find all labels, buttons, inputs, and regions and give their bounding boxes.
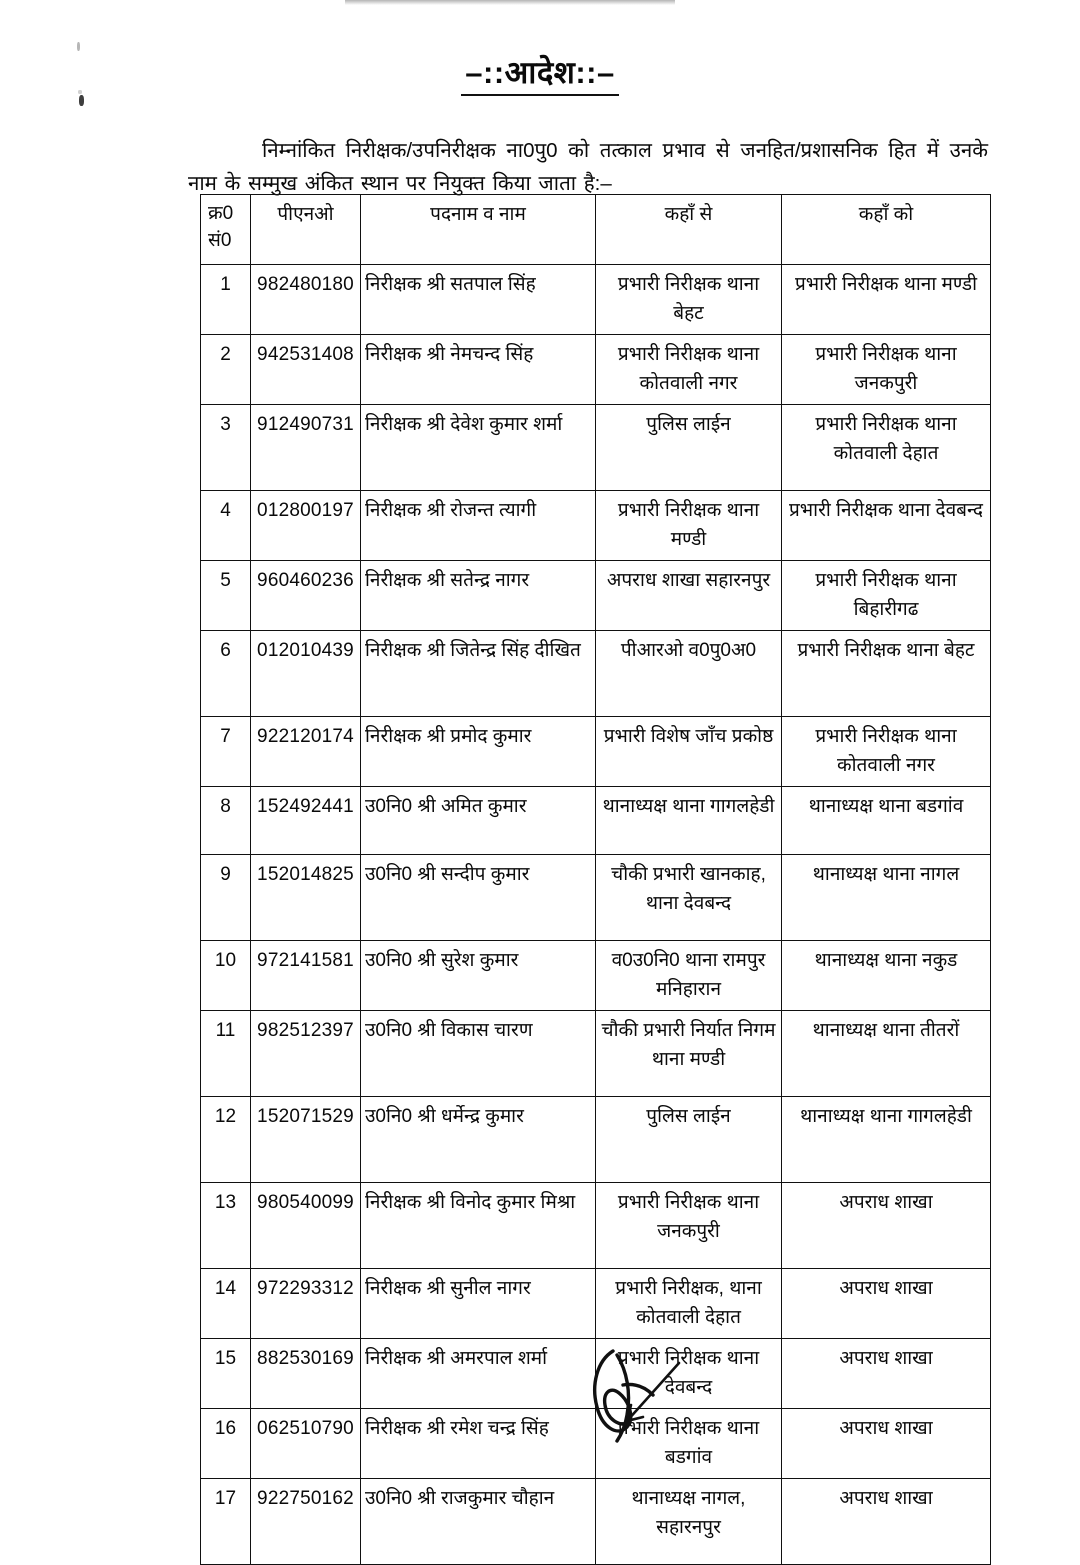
- cell-posted-from: प्रभारी निरीक्षक थाना कोतवाली नगर: [596, 335, 782, 405]
- cell-designation-name: उ0नि0 श्री विकास चारण: [361, 1011, 596, 1097]
- cell-pno: 882530169: [251, 1339, 361, 1409]
- column-header-posted-from: कहाँ से: [596, 195, 782, 265]
- table-row: [201, 1097, 991, 1183]
- cell-serial-number: 8: [201, 787, 251, 855]
- cell-designation-name: उ0नि0 श्री राजकुमार चौहान: [361, 1479, 596, 1565]
- cell-serial-number: 14: [201, 1269, 251, 1339]
- cell-serial-number: 1: [201, 265, 251, 335]
- cell-posted-to: अपराध शाखा: [782, 1183, 991, 1269]
- cell-designation-name: उ0नि0 श्री सुरेश कुमार: [361, 941, 596, 1011]
- cell-pno: 922750162: [251, 1479, 361, 1565]
- cell-serial-number: 12: [201, 1097, 251, 1183]
- cell-posted-to: प्रभारी निरीक्षक थाना मण्डी: [782, 265, 991, 335]
- cell-posted-to: थानाध्यक्ष थाना तीतरों: [782, 1011, 991, 1097]
- table-row: [201, 405, 991, 491]
- column-header-serial-number: क्र0 सं0: [201, 195, 251, 265]
- table-row: [201, 561, 991, 631]
- cell-posted-to: थानाध्यक्ष थाना नागल: [782, 855, 991, 941]
- table-row: [201, 491, 991, 561]
- cell-designation-name: निरीक्षक श्री रमेश चन्द्र सिंह: [361, 1409, 596, 1479]
- cell-posted-to: प्रभारी निरीक्षक थाना कोतवाली नगर: [782, 717, 991, 787]
- cell-pno: 012800197: [251, 491, 361, 561]
- cell-posted-to: अपराध शाखा: [782, 1409, 991, 1479]
- table-row: [201, 941, 991, 1011]
- cell-posted-from: व0उ0नि0 थाना रामपुर मनिहारान: [596, 941, 782, 1011]
- cell-posted-from: थानाध्यक्ष थाना गागलहेडी: [596, 787, 782, 855]
- cell-pno: 942531408: [251, 335, 361, 405]
- table-row: [201, 1183, 991, 1269]
- cell-designation-name: निरीक्षक श्री अमरपाल शर्मा: [361, 1339, 596, 1409]
- cell-pno: 012010439: [251, 631, 361, 717]
- cell-serial-number: 13: [201, 1183, 251, 1269]
- table-row: [201, 787, 991, 855]
- page-title: [0, 55, 1080, 96]
- cell-pno: 972293312: [251, 1269, 361, 1339]
- cell-pno: 152071529: [251, 1097, 361, 1183]
- cell-posted-to: प्रभारी निरीक्षक थाना जनकपुरी: [782, 335, 991, 405]
- cell-designation-name: निरीक्षक श्री प्रमोद कुमार: [361, 717, 596, 787]
- table-header-row: [201, 195, 991, 265]
- cell-serial-number: 2: [201, 335, 251, 405]
- cell-posted-from: प्रभारी निरीक्षक थाना जनकपुरी: [596, 1183, 782, 1269]
- cell-serial-number: 3: [201, 405, 251, 491]
- table-row: [201, 1269, 991, 1339]
- cell-designation-name: निरीक्षक श्री रोजन्त त्यागी: [361, 491, 596, 561]
- cell-posted-to: थानाध्यक्ष थाना बडगांव: [782, 787, 991, 855]
- cell-posted-to: थानाध्यक्ष थाना गागलहेडी: [782, 1097, 991, 1183]
- cell-pno: 960460236: [251, 561, 361, 631]
- cell-designation-name: निरीक्षक श्री देवेश कुमार शर्मा: [361, 405, 596, 491]
- table-row: [201, 717, 991, 787]
- cell-posted-to: प्रभारी निरीक्षक थाना देवबन्द: [782, 491, 991, 561]
- cell-serial-number: 10: [201, 941, 251, 1011]
- cell-designation-name: निरीक्षक श्री सुनील नागर: [361, 1269, 596, 1339]
- cell-designation-name: निरीक्षक श्री सतपाल सिंह: [361, 265, 596, 335]
- cell-pno: 062510790: [251, 1409, 361, 1479]
- cell-posted-from: पुलिस लाईन: [596, 405, 782, 491]
- cell-pno: 912490731: [251, 405, 361, 491]
- page-title-text: –::आदेश::–: [461, 55, 619, 96]
- cell-posted-from: पुलिस लाईन: [596, 1097, 782, 1183]
- cell-posted-from: अपराध शाखा सहारनपुर: [596, 561, 782, 631]
- cell-pno: 980540099: [251, 1183, 361, 1269]
- scan-speck-artifact: [77, 42, 80, 51]
- cell-posted-from: थानाध्यक्ष नागल, सहारनपुर: [596, 1479, 782, 1565]
- intro-paragraph: [188, 134, 988, 200]
- cell-designation-name: उ0नि0 श्री सन्दीप कुमार: [361, 855, 596, 941]
- cell-posted-to: प्रभारी निरीक्षक थाना बेहट: [782, 631, 991, 717]
- cell-serial-number: 7: [201, 717, 251, 787]
- column-header-designation-name: पदनाम व नाम: [361, 195, 596, 265]
- cell-posted-to: थानाध्यक्ष थाना नकुड: [782, 941, 991, 1011]
- cell-designation-name: निरीक्षक श्री विनोद कुमार मिश्रा: [361, 1183, 596, 1269]
- cell-pno: 152492441: [251, 787, 361, 855]
- cell-serial-number: 5: [201, 561, 251, 631]
- cell-posted-from: चौकी प्रभारी निर्यात निगम थाना मण्डी: [596, 1011, 782, 1097]
- cell-serial-number: 17: [201, 1479, 251, 1565]
- scan-edge-artifact: [345, 0, 675, 5]
- transfer-order-table-container: [200, 194, 990, 1565]
- table-row: [201, 1409, 991, 1479]
- cell-posted-from: प्रभारी विशेष जाँच प्रकोष्ठ: [596, 717, 782, 787]
- table-row: [201, 1339, 991, 1409]
- cell-posted-from: प्रभारी निरीक्षक, थाना कोतवाली देहात: [596, 1269, 782, 1339]
- cell-pno: 152014825: [251, 855, 361, 941]
- cell-posted-from: पीआरओ व0पु0अ0: [596, 631, 782, 717]
- column-header-posted-to: कहाँ को: [782, 195, 991, 265]
- column-header-pno: पीएनओ: [251, 195, 361, 265]
- table-row: [201, 631, 991, 717]
- cell-posted-from: प्रभारी निरीक्षक थाना देवबन्द: [596, 1339, 782, 1409]
- cell-posted-from: प्रभारी निरीक्षक थाना मण्डी: [596, 491, 782, 561]
- cell-designation-name: निरीक्षक श्री जितेन्द्र सिंह दीखित: [361, 631, 596, 717]
- cell-serial-number: 16: [201, 1409, 251, 1479]
- table-body: [201, 265, 991, 1565]
- table-row: [201, 265, 991, 335]
- cell-pno: 982512397: [251, 1011, 361, 1097]
- cell-posted-to: अपराध शाखा: [782, 1269, 991, 1339]
- cell-serial-number: 11: [201, 1011, 251, 1097]
- cell-posted-to: प्रभारी निरीक्षक थाना कोतवाली देहात: [782, 405, 991, 491]
- cell-posted-to: अपराध शाखा: [782, 1339, 991, 1409]
- cell-serial-number: 9: [201, 855, 251, 941]
- cell-designation-name: उ0नि0 श्री धर्मेन्द्र कुमार: [361, 1097, 596, 1183]
- table-row: [201, 335, 991, 405]
- cell-pno: 982480180: [251, 265, 361, 335]
- cell-posted-from: चौकी प्रभारी खानकाह, थाना देवबन्द: [596, 855, 782, 941]
- cell-designation-name: उ0नि0 श्री अमित कुमार: [361, 787, 596, 855]
- table-header-row-group: [201, 195, 991, 265]
- cell-pno: 972141581: [251, 941, 361, 1011]
- cell-serial-number: 15: [201, 1339, 251, 1409]
- table-row: [201, 1479, 991, 1565]
- table-row: [201, 855, 991, 941]
- cell-designation-name: निरीक्षक श्री सतेन्द्र नागर: [361, 561, 596, 631]
- intro-paragraph-text: निम्नांकित निरीक्षक/उपनिरीक्षक ना0पु0 को तत्काल प्रभाव से जनहित/प्रशासनिक हित में उनके नाम के सम्मुख अंकित स्थान पर नियुक्त किया जाता है:–: [188, 138, 988, 195]
- cell-posted-from: प्रभारी निरीक्षक थाना बेहट: [596, 265, 782, 335]
- scan-speck-artifact: [79, 95, 84, 106]
- cell-posted-to: प्रभारी निरीक्षक थाना बिहारीगढ: [782, 561, 991, 631]
- table-row: [201, 1011, 991, 1097]
- cell-serial-number: 6: [201, 631, 251, 717]
- cell-posted-to: अपराध शाखा: [782, 1479, 991, 1565]
- cell-pno: 922120174: [251, 717, 361, 787]
- cell-posted-from: प्रभारी निरीक्षक थाना बडगांव: [596, 1409, 782, 1479]
- cell-serial-number: 4: [201, 491, 251, 561]
- cell-designation-name: निरीक्षक श्री नेमचन्द सिंह: [361, 335, 596, 405]
- transfer-order-table: [200, 194, 991, 1565]
